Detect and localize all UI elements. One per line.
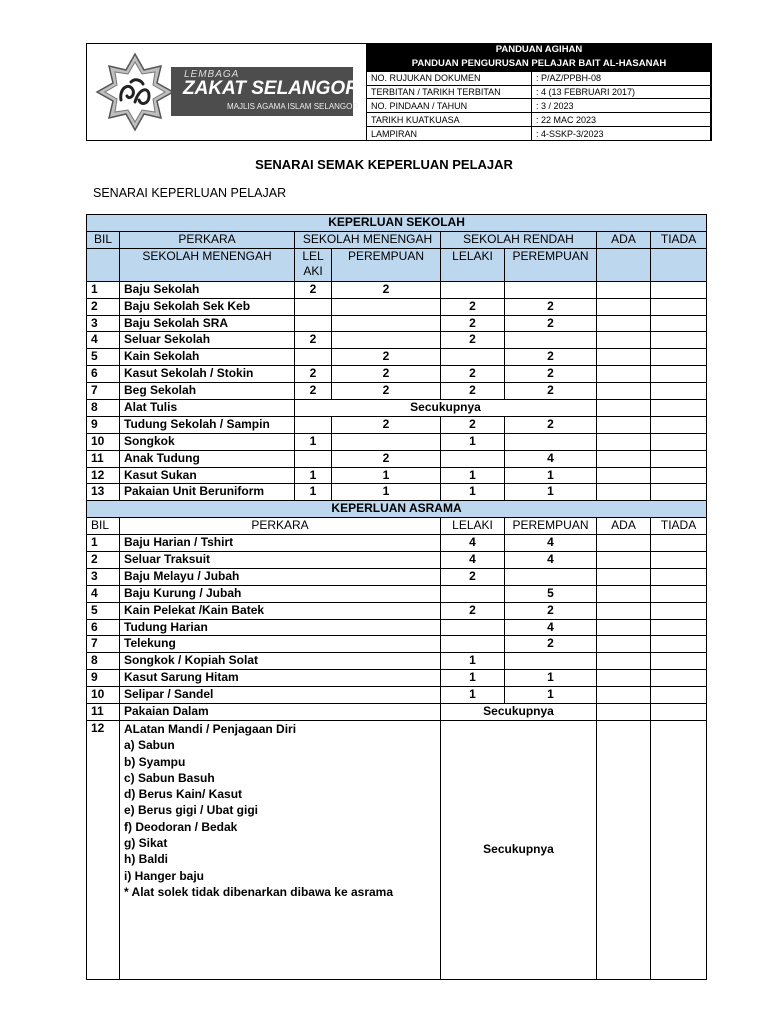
quantity-cell: 1: [441, 484, 505, 501]
requirements-table: [86, 214, 707, 980]
table-row: [87, 535, 707, 552]
table-row: [87, 416, 707, 433]
quantity-cell: [441, 349, 505, 366]
row-number: 1: [87, 281, 120, 298]
tiada-check-cell: [651, 619, 707, 636]
toiletries-list: [124, 721, 436, 900]
tiada-check-cell: [651, 653, 707, 670]
ada-check-cell: [597, 416, 651, 433]
column-header-row: [87, 231, 707, 248]
list-item: d) Berus Kain/ Kasut: [124, 787, 243, 802]
ada-check-cell: [597, 585, 651, 602]
ada-check-cell: [597, 281, 651, 298]
item-name: Kasut Sarung Hitam: [120, 670, 441, 687]
quantity-cell: 1: [441, 467, 505, 484]
tiada-check-cell: [651, 467, 707, 484]
ada-check-cell: [597, 687, 651, 704]
column-header: LEL AKI: [295, 248, 332, 281]
row-number: 9: [87, 670, 120, 687]
row-number: 2: [87, 298, 120, 315]
quantity-cell: [441, 636, 505, 653]
quantity-cell: 1: [332, 467, 441, 484]
info-label: LAMPIRAN: [367, 127, 532, 141]
item-name: Kain Sekolah: [120, 349, 295, 366]
item-name: Kasut Sekolah / Stokin: [120, 366, 295, 383]
octagram-emblem-icon: [95, 52, 175, 132]
row-number: 9: [87, 416, 120, 433]
quantity-cell: 2: [332, 416, 441, 433]
logo-tagline: MAJLIS AGAMA ISLAM SELANGOR: [227, 102, 359, 111]
ada-check-cell: [597, 552, 651, 569]
quantity-cell: 2: [505, 349, 597, 366]
quantity-cell: [505, 568, 597, 585]
tiada-check-cell: [651, 535, 707, 552]
ada-check-cell: [597, 450, 651, 467]
info-title-line2: PANDUAN PENGURUSAN PELAJAR BAIT AL-HASANAH: [367, 57, 712, 71]
quantity-cell: 4: [505, 450, 597, 467]
tiada-check-cell: [651, 670, 707, 687]
quantity-cell: 2: [441, 315, 505, 332]
list-item: c) Sabun Basuh: [124, 770, 215, 785]
column-header: PEREMPUAN: [505, 248, 597, 281]
quantity-cell: [505, 433, 597, 450]
ada-check-cell: [597, 704, 651, 721]
quantity-cell: [295, 349, 332, 366]
tiada-check-cell: [651, 281, 707, 298]
quantity-cell: [441, 450, 505, 467]
ada-check-cell: [597, 568, 651, 585]
item-name: Beg Sekolah: [120, 383, 295, 400]
section-heading-row: [87, 215, 707, 232]
tiada-check-cell: [651, 383, 707, 400]
item-name: Telekung: [120, 636, 441, 653]
item-name: Baju Sekolah: [120, 281, 295, 298]
column-header-row: [87, 518, 707, 535]
quantity-cell: 1: [505, 687, 597, 704]
ada-check-cell: [597, 619, 651, 636]
column-header: PEREMPUAN: [332, 248, 441, 281]
quantity-cell: [332, 315, 441, 332]
row-number: 2: [87, 552, 120, 569]
column-header: [87, 248, 120, 281]
row-number: 10: [87, 433, 120, 450]
row-number: 8: [87, 400, 120, 417]
zakat-selangor-logo: [87, 44, 367, 140]
quantity-cell: 1: [505, 484, 597, 501]
list-item: b) Syampu: [124, 754, 186, 769]
item-name: Alat Tulis: [120, 400, 295, 417]
row-number: 12: [87, 467, 120, 484]
item-name: Pakaian Unit Beruniform: [120, 484, 295, 501]
section-subtitle: SENARAI KEPERLUAN PELAJAR: [93, 186, 287, 200]
item-name: Tudung Harian: [120, 619, 441, 636]
tiada-check-cell: [651, 704, 707, 721]
quantity-cell: Secukupnya: [441, 704, 597, 721]
table-row: [87, 467, 707, 484]
quantity-cell: 4: [505, 619, 597, 636]
item-name: Seluar Sekolah: [120, 332, 295, 349]
tiada-check-cell: [651, 552, 707, 569]
column-header: ADA: [597, 518, 651, 535]
list-item: h) Baldi: [124, 852, 168, 867]
table-row: [87, 349, 707, 366]
quantity-cell: 2: [505, 298, 597, 315]
list-item: g) Sikat: [124, 836, 168, 851]
ada-check-cell: [597, 349, 651, 366]
column-header: LELAKI: [441, 248, 505, 281]
tiada-check-cell: [651, 450, 707, 467]
section-heading-row: [87, 501, 707, 518]
tiada-check-cell: [651, 720, 707, 979]
info-value: : 3 / 2023: [532, 99, 712, 113]
document-title: SENARAI SEMAK KEPERLUAN PELAJAR: [255, 157, 513, 172]
section-heading: KEPERLUAN ASRAMA: [87, 501, 707, 518]
tiada-check-cell: [651, 349, 707, 366]
ada-check-cell: [597, 400, 651, 417]
quantity-cell: 2: [332, 450, 441, 467]
quantity-cell: 2: [505, 636, 597, 653]
item-name: Anak Tudung: [120, 450, 295, 467]
ada-check-cell: [597, 467, 651, 484]
ada-check-cell: [597, 366, 651, 383]
section-heading: KEPERLUAN SEKOLAH: [87, 215, 707, 232]
quantity-cell: [505, 332, 597, 349]
ada-check-cell: [597, 433, 651, 450]
column-header: TIADA: [651, 518, 707, 535]
ada-check-cell: [597, 720, 651, 979]
column-header: SEKOLAH RENDAH: [441, 231, 597, 248]
quantity-cell: [332, 332, 441, 349]
quantity-cell: 4: [441, 535, 505, 552]
row-number: 4: [87, 332, 120, 349]
table-row: [87, 450, 707, 467]
list-heading: ALatan Mandi / Penjagaan Diri: [124, 721, 297, 736]
table-row: [87, 687, 707, 704]
item-name: Selipar / Sandel: [120, 687, 441, 704]
tiada-check-cell: [651, 687, 707, 704]
row-number: 5: [87, 349, 120, 366]
document-header: [86, 43, 711, 141]
quantity-cell: [332, 298, 441, 315]
item-name: Baju Harian / Tshirt: [120, 535, 441, 552]
row-number: 4: [87, 585, 120, 602]
info-label: TERBITAN / TARIKH TERBITAN: [367, 85, 532, 99]
quantity-cell: 1: [295, 433, 332, 450]
quantity-cell: 2: [441, 366, 505, 383]
column-header: SEKOLAH MENENGAH: [120, 248, 295, 281]
tiada-check-cell: [651, 585, 707, 602]
table-row: [87, 568, 707, 585]
info-label: NO. RUJUKAN DOKUMEN: [367, 71, 532, 85]
item-name: Songkok / Kopiah Solat: [120, 653, 441, 670]
info-label: TARIKH KUATKUASA: [367, 113, 532, 127]
item-name: Baju Melayu / Jubah: [120, 568, 441, 585]
quantity-cell: [295, 450, 332, 467]
column-header: [651, 248, 707, 281]
list-item: i) Hanger baju: [124, 868, 205, 883]
table-row: [87, 281, 707, 298]
tiada-check-cell: [651, 484, 707, 501]
row-number: 11: [87, 704, 120, 721]
info-label: NO. PINDAAN / TAHUN: [367, 99, 532, 113]
quantity-cell: 2: [332, 383, 441, 400]
table-row: [87, 298, 707, 315]
column-header: SEKOLAH MENENGAH: [295, 231, 441, 248]
quantity-cell: 2: [505, 602, 597, 619]
quantity-cell: Secukupnya: [441, 720, 597, 979]
row-number: 3: [87, 568, 120, 585]
column-header: PERKARA: [120, 231, 295, 248]
tiada-check-cell: [651, 298, 707, 315]
quantity-cell: 2: [295, 281, 332, 298]
quantity-cell: 2: [295, 383, 332, 400]
sub-header-row: [87, 248, 707, 281]
table-row: [87, 670, 707, 687]
ada-check-cell: [597, 484, 651, 501]
ada-check-cell: [597, 636, 651, 653]
row-number: 6: [87, 619, 120, 636]
quantity-cell: 1: [332, 484, 441, 501]
table-row: [87, 619, 707, 636]
quantity-cell: [441, 585, 505, 602]
info-title-line1: PANDUAN AGIHAN: [367, 44, 712, 58]
tiada-check-cell: [651, 416, 707, 433]
table-row: [87, 484, 707, 501]
column-header: PEREMPUAN: [505, 518, 597, 535]
row-number: 8: [87, 653, 120, 670]
quantity-cell: 1: [505, 467, 597, 484]
row-number: 3: [87, 315, 120, 332]
quantity-cell: [441, 619, 505, 636]
item-name: Kain Pelekat /Kain Batek: [120, 602, 441, 619]
quantity-cell: 2: [441, 602, 505, 619]
quantity-cell: 2: [332, 281, 441, 298]
row-number: 7: [87, 383, 120, 400]
quantity-cell: [441, 281, 505, 298]
quantity-cell: 2: [505, 416, 597, 433]
quantity-cell: 1: [505, 670, 597, 687]
quantity-cell: 2: [505, 383, 597, 400]
info-value: : P/AZ/PPBH-08: [532, 71, 712, 85]
table-row: [87, 383, 707, 400]
ada-check-cell: [597, 653, 651, 670]
item-name: Baju Kurung / Jubah: [120, 585, 441, 602]
quantity-cell: Secukupnya: [295, 400, 597, 417]
quantity-cell: 1: [295, 467, 332, 484]
ada-check-cell: [597, 315, 651, 332]
tiada-check-cell: [651, 636, 707, 653]
tiada-check-cell: [651, 400, 707, 417]
item-name: Baju Sekolah SRA: [120, 315, 295, 332]
table-row: [87, 400, 707, 417]
quantity-cell: 1: [441, 670, 505, 687]
quantity-cell: 1: [441, 653, 505, 670]
list-item: * Alat solek tidak dibenarkan dibawa ke asrama: [124, 884, 394, 899]
quantity-cell: 1: [295, 484, 332, 501]
item-name: Baju Sekolah Sek Keb: [120, 298, 295, 315]
quantity-cell: 2: [332, 366, 441, 383]
column-header: LELAKI: [441, 518, 505, 535]
quantity-cell: 1: [441, 687, 505, 704]
row-number: 12: [87, 720, 120, 979]
info-value: : 4 (13 FEBRUARI 2017): [532, 85, 712, 99]
tiada-check-cell: [651, 433, 707, 450]
quantity-cell: 5: [505, 585, 597, 602]
table-row: [87, 653, 707, 670]
quantity-cell: [505, 281, 597, 298]
column-header: TIADA: [651, 231, 707, 248]
ada-check-cell: [597, 602, 651, 619]
quantity-cell: [505, 653, 597, 670]
quantity-cell: [295, 315, 332, 332]
table-row: [87, 585, 707, 602]
table-row: [87, 332, 707, 349]
quantity-cell: 2: [441, 568, 505, 585]
item-name: Seluar Traksuit: [120, 552, 441, 569]
row-number: 5: [87, 602, 120, 619]
row-number: 11: [87, 450, 120, 467]
table-row: [87, 720, 707, 979]
tiada-check-cell: [651, 332, 707, 349]
table-row: [87, 602, 707, 619]
quantity-cell: 2: [441, 332, 505, 349]
column-header: ADA: [597, 231, 651, 248]
item-name: [120, 720, 441, 979]
quantity-cell: 2: [441, 298, 505, 315]
row-number: 7: [87, 636, 120, 653]
quantity-cell: 2: [295, 332, 332, 349]
row-number: 10: [87, 687, 120, 704]
quantity-cell: 4: [505, 535, 597, 552]
row-number: 6: [87, 366, 120, 383]
quantity-cell: [295, 298, 332, 315]
list-item: e) Berus gigi / Ubat gigi: [124, 803, 259, 818]
table-row: [87, 433, 707, 450]
quantity-cell: 2: [295, 366, 332, 383]
ada-check-cell: [597, 670, 651, 687]
list-item: f) Deodoran / Bedak: [124, 819, 238, 834]
quantity-cell: 4: [441, 552, 505, 569]
column-header: [597, 248, 651, 281]
ada-check-cell: [597, 298, 651, 315]
logo-name: ZAKAT SELANGOR: [183, 78, 359, 99]
logo-top-text: LEMBAGA: [184, 69, 240, 80]
quantity-cell: [295, 416, 332, 433]
quantity-cell: 4: [505, 552, 597, 569]
table-row: [87, 552, 707, 569]
info-value: : 4-SSKP-3/2023: [532, 127, 712, 141]
row-number: 13: [87, 484, 120, 501]
tiada-check-cell: [651, 366, 707, 383]
column-header: BIL: [87, 518, 120, 535]
item-name: Tudung Sekolah / Sampin: [120, 416, 295, 433]
info-value: : 22 MAC 2023: [532, 113, 712, 127]
item-name: Pakaian Dalam: [120, 704, 441, 721]
quantity-cell: 2: [505, 315, 597, 332]
quantity-cell: 2: [505, 366, 597, 383]
table-row: [87, 636, 707, 653]
tiada-check-cell: [651, 602, 707, 619]
quantity-cell: 1: [441, 433, 505, 450]
table-row: [87, 366, 707, 383]
document-info-table: [366, 43, 712, 141]
quantity-cell: 2: [441, 416, 505, 433]
item-name: Kasut Sukan: [120, 467, 295, 484]
ada-check-cell: [597, 332, 651, 349]
column-header: PERKARA: [120, 518, 441, 535]
row-number: 1: [87, 535, 120, 552]
quantity-cell: [332, 433, 441, 450]
tiada-check-cell: [651, 315, 707, 332]
item-name: Songkok: [120, 433, 295, 450]
column-header: BIL: [87, 231, 120, 248]
tiada-check-cell: [651, 568, 707, 585]
ada-check-cell: [597, 383, 651, 400]
ada-check-cell: [597, 535, 651, 552]
quantity-cell: 2: [441, 383, 505, 400]
table-row: [87, 704, 707, 721]
list-item: a) Sabun: [124, 738, 175, 753]
table-row: [87, 315, 707, 332]
quantity-cell: 2: [332, 349, 441, 366]
